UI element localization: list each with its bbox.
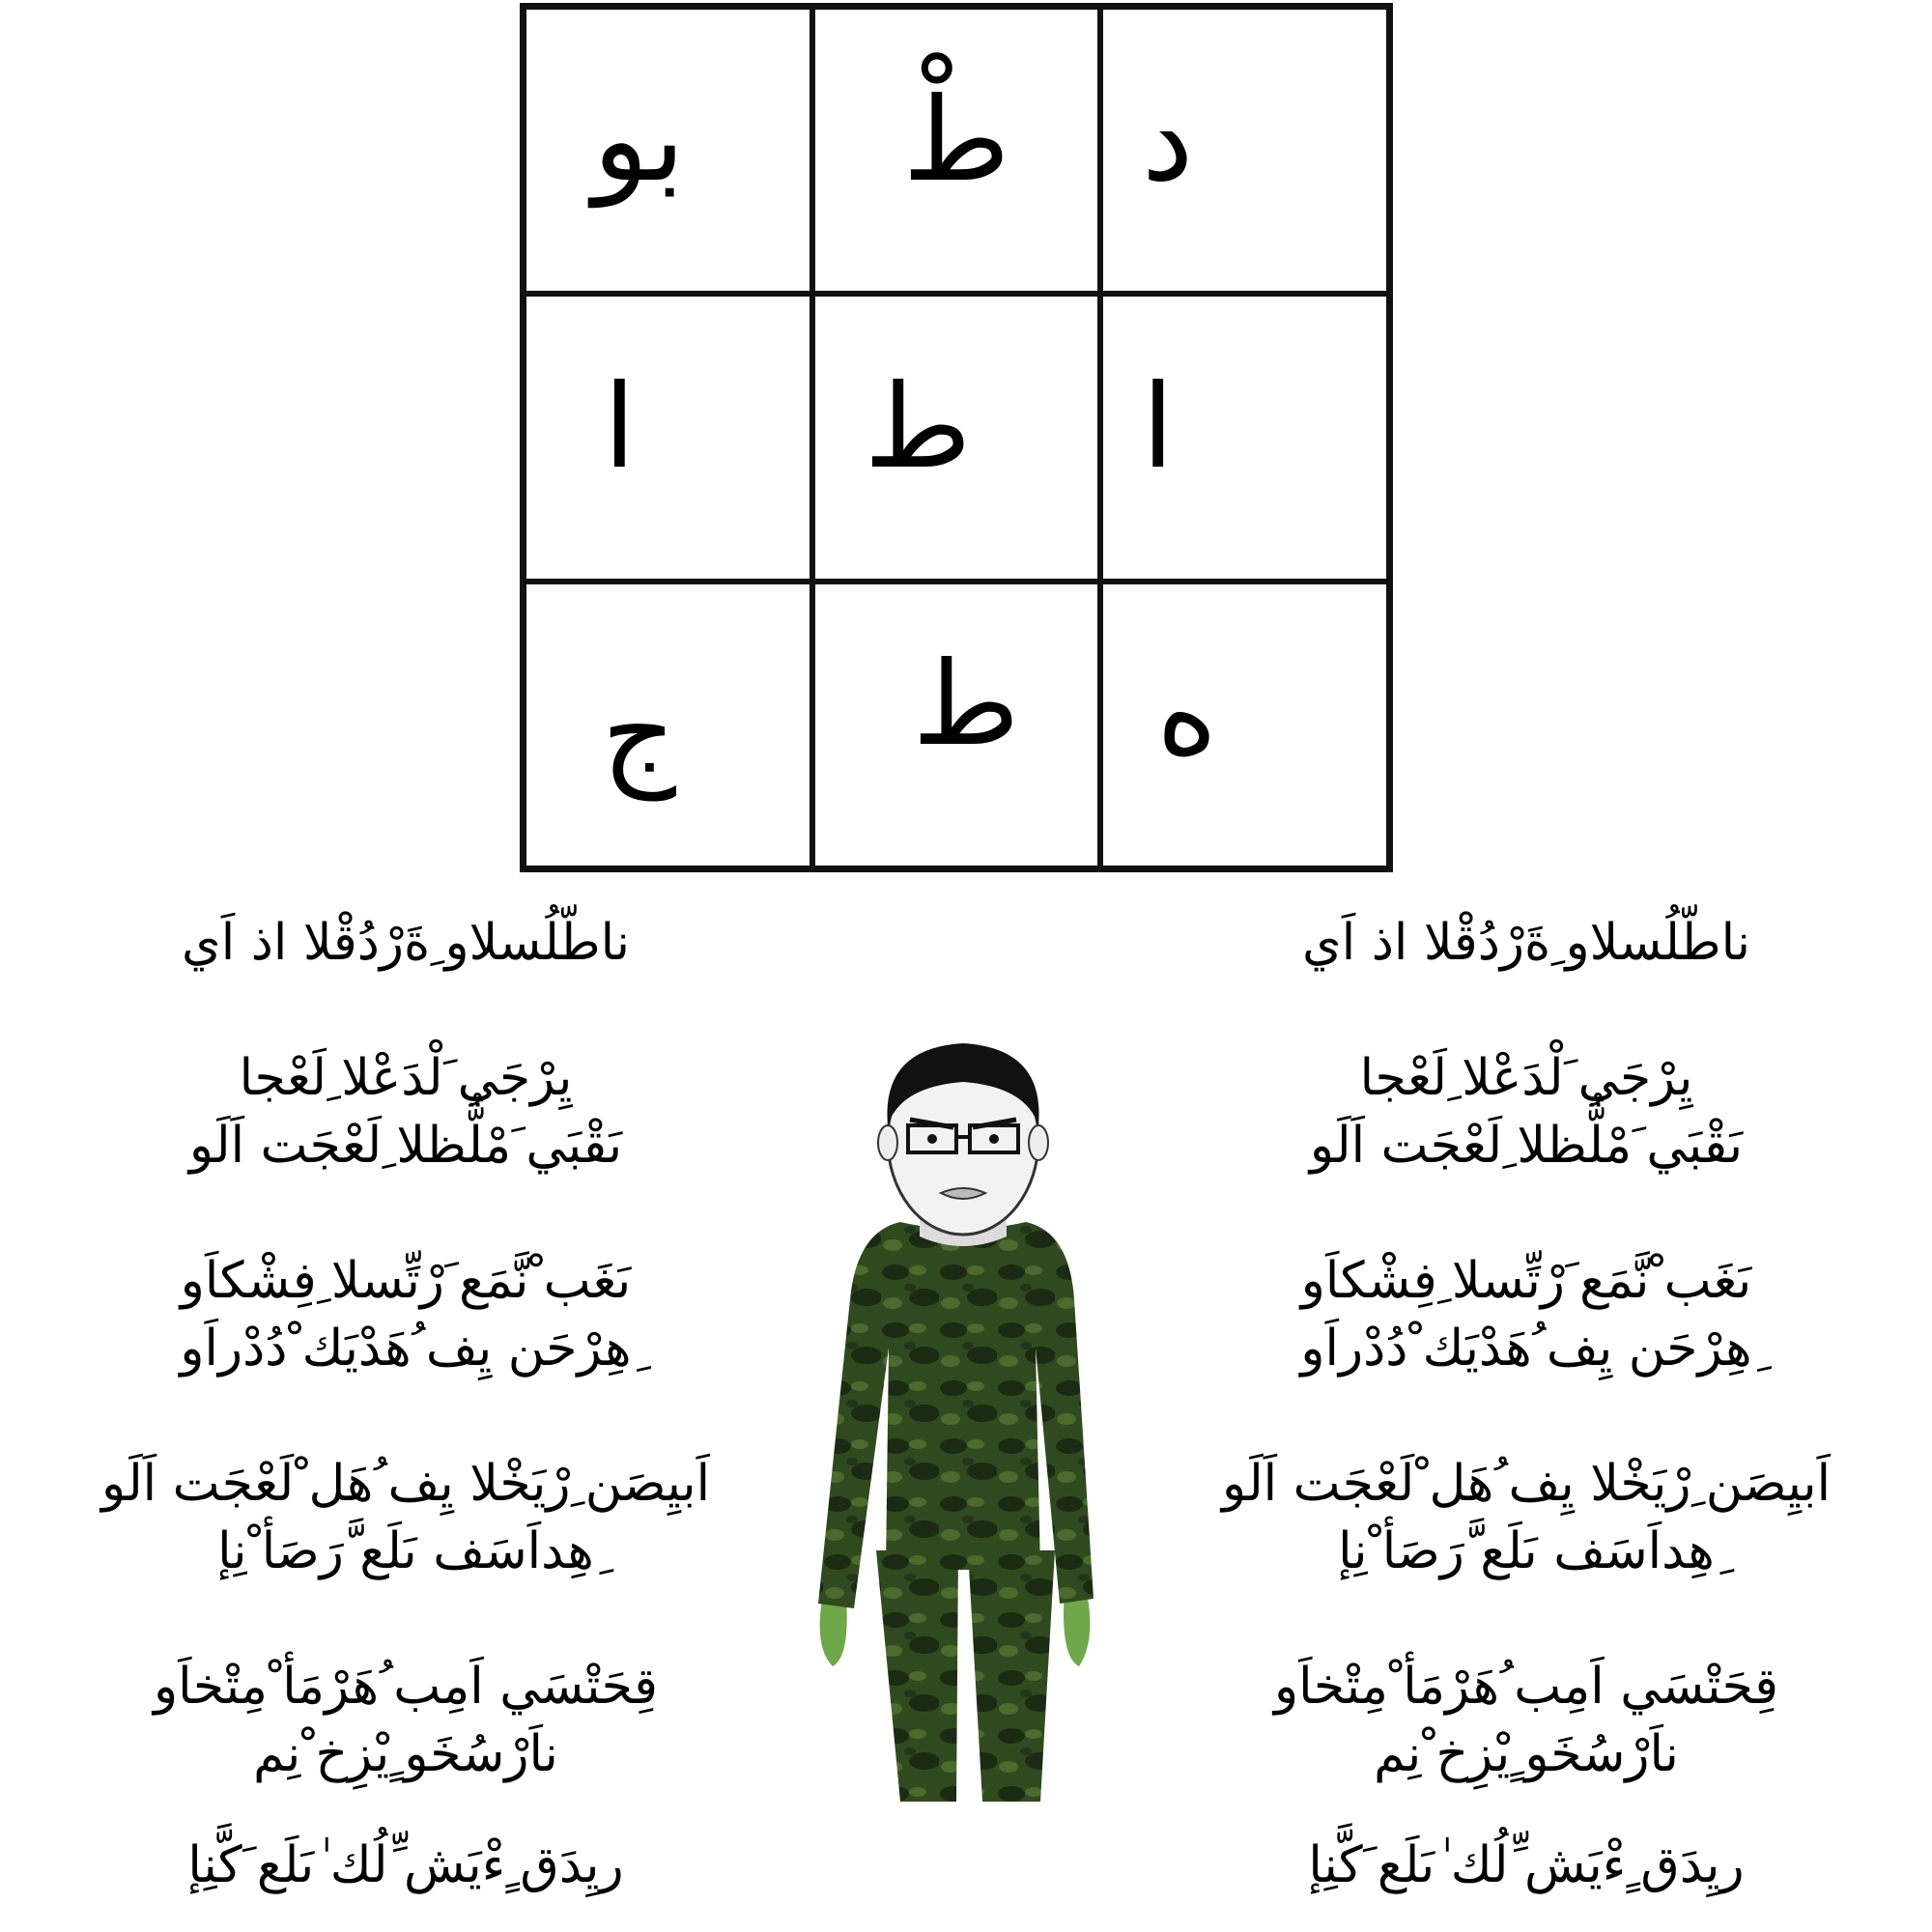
grid-cell: [812, 294, 1101, 581]
verse-line: ريِدَق ٍءْيَش ِّلُك ٰىَلَع َكَّنِإ: [187, 1836, 624, 1894]
verse-line: قِحَتْسَي اَمِب ُهَرْمَأ ْمِتْخاَو: [153, 1658, 659, 1716]
verse-line: ِهِرْحَن يِف ُهَدْيَك ْدُدْراَو: [1300, 1320, 1752, 1378]
poem-column-left: [0, 0, 811, 1932]
verse-line: قِحَتْسَي اَمِب ُهَرْمَأ ْمِتْخاَو: [1273, 1658, 1779, 1716]
verse-line: اَبيِصَن ِرْيَخْلا يِف ُهَل ْلَعْجَت اَلَو: [1221, 1455, 1832, 1513]
verse-line: ىَقْبَي َمْلُّظلا ِلَعْجَت اَلَو: [1309, 1117, 1744, 1175]
verse-line: ناَرْسُخَو ٍيْزِخ ْنِم: [1374, 1725, 1679, 1783]
verse-line: ىَغَب ْنَّمَع َرْتِّسلا ِفِشْكاَو: [1300, 1252, 1752, 1310]
verse-line: ِهِداَسَف ىَلَع َّرَصَأ ْنِإ: [217, 1522, 594, 1580]
verse-line: ريِدَق ٍءْيَش ِّلُك ٰىَلَع َكَّنِإ: [1308, 1836, 1745, 1894]
grid-letter: ه: [1156, 647, 1218, 782]
grid-letter: د: [1141, 72, 1194, 208]
grid-cell: [812, 582, 1101, 868]
verse-line: ِهِرْحَن يِف ُهَدْيَك ْدُدْراَو: [180, 1320, 632, 1378]
verse-line: ىَغَب ْنَّمَع َرْتِّسلا ِفِشْكاَو: [180, 1252, 632, 1310]
verse-line: ناطّلُسلاو ِةَرْدُقْلا اذ اَي: [1302, 914, 1750, 972]
verse-line: ىَقْبَي َمْلُّظلا ِلَعْجَت اَلَو: [188, 1117, 623, 1175]
verse-line: يِرْجَي َلْدَعْلا ِلَعْجا: [239, 1049, 573, 1107]
verse-line: ناَرْسُخَو ٍيْزِخ ْنِم: [253, 1725, 558, 1783]
grid-letter: طْ: [902, 72, 1010, 208]
poem-column-right: [1121, 0, 1932, 1932]
grid-letter: ط: [912, 638, 1020, 773]
grid-letter: بو: [592, 72, 686, 208]
verse-line: ناطّلُسلاو ِةَرْدُقْلا اذ اَي: [182, 914, 630, 972]
grid-letter: ا: [1142, 359, 1175, 495]
grid-letter: ط: [864, 359, 972, 495]
verse-line: اَبيِصَن ِرْيَخْلا يِف ُهَل ْلَعْجَت اَلَو: [100, 1455, 711, 1513]
verse-line: ِهِداَسَف ىَلَع َّرَصَأ ْنِإ: [1338, 1522, 1715, 1580]
grid-letter: ا: [603, 359, 637, 495]
grid-letter: ج: [601, 667, 677, 802]
person-in-camouflage-icon: [765, 1029, 1161, 1811]
verse-line: يِرْجَي َلْدَعْلا ِلَعْجا: [1359, 1049, 1693, 1107]
grid-cell: [812, 7, 1101, 294]
